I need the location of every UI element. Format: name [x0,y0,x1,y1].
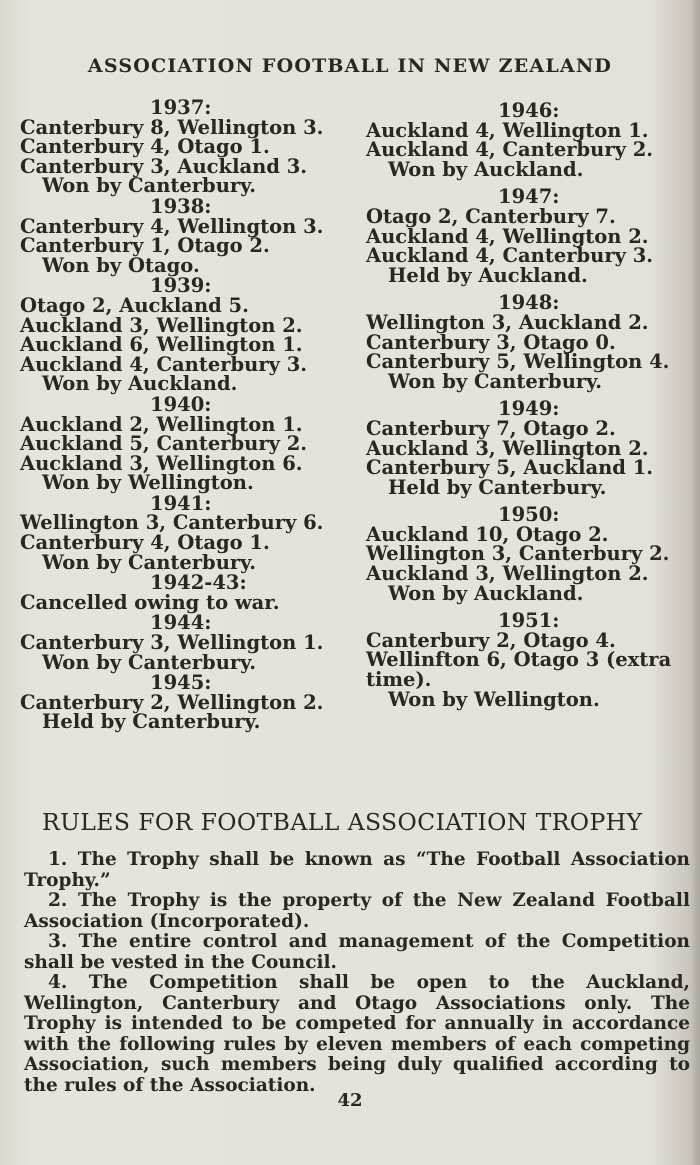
season-winner: Held by Canterbury. [42,710,261,734]
match-result: Auckland 5, Canterbury 2. [20,432,308,456]
season-year: 1944: [150,611,212,635]
running-head: ASSOCIATION FOOTBALL IN NEW ZEALAND [87,55,613,77]
season-year: 1939: [150,274,212,298]
match-result: Otago 2, Auckland 5. [20,293,249,317]
match-result: Canterbury 5, Auckland 1. [366,456,654,480]
match-result: Canterbury 3, Auckland 3. [20,154,308,178]
season-winner: Won by Auckland. [42,372,238,396]
rule-paragraph: 4. The Competition shall be open to the Auckland, Wellington, Canterbury and Otago Associations only. The Trophy is intended to be competed for annually in accordance with the following rules by eleven members of each competing Association, such members being duly qualified according to the rules of the Association. [24,972,690,1096]
match-result: Auckland 10, Otago 2. [366,522,609,546]
match-result: Canterbury 4, Otago 1. [20,531,270,555]
rule-paragraph: 2. The Trophy is the property of the New Zealand Football Association (Incorporated). [24,890,690,932]
season-year: 1946: [498,99,560,122]
match-result: Auckland 4, Wellington 1. [366,118,649,142]
season-year: 1945: [150,671,212,695]
rule-paragraph: 3. The entire control and management of the Competition shall be vested in the Council. [24,931,690,973]
results-column-left [20,97,340,732]
season-year: 1938: [150,194,212,218]
season-year: 1948: [498,291,560,315]
match-result: Canterbury 7, Otago 2. [366,416,616,440]
match-result: Auckland 4, Canterbury 3. [366,244,654,268]
match-result: Canterbury 3, Otago 0. [366,330,616,354]
match-result: Auckland 3, Wellington 2. [20,313,303,337]
rule-paragraph: 1. The Trophy shall be known as “The Football Association Trophy.” [24,849,690,891]
match-result: Auckland 2, Wellington 1. [20,412,303,436]
season-year: 1951: [498,609,560,633]
season-year: 1937: [150,96,212,119]
match-result: Canterbury 1, Otago 2. [20,234,270,258]
match-result: Auckland 3, Wellington 2. [366,436,649,460]
match-result: Canterbury 2, Otago 4. [366,628,616,652]
match-result: Auckland 4, Canterbury 2. [366,138,654,162]
season-winner: Won by Otago. [42,253,200,277]
season-winner: Won by Canterbury. [42,174,257,198]
match-result: Otago 2, Canterbury 7. [366,204,616,228]
season-winner: Won by Auckland. [388,581,584,605]
match-result: Wellington 3, Canterbury 2. [366,542,670,566]
season-winner: Won by Wellington. [388,687,600,711]
season-year: 1940: [150,392,212,416]
match-result: Auckland 3, Wellington 2. [366,562,649,586]
match-result: Canterbury 8, Wellington 3. [20,115,324,139]
match-result: time). [366,668,432,692]
season-year: 1950: [498,503,560,527]
season-year: 1941: [150,491,212,515]
match-result: Canterbury 3, Wellington 1. [20,631,324,655]
season-year: 1942-43: [150,571,247,595]
match-result: Auckland 6, Wellington 1. [20,333,303,357]
match-result: Cancelled owing to war. [20,590,280,614]
rules-title: RULES FOR FOOTBALL ASSOCIATION TROPHY [42,808,643,836]
match-result: Canterbury 5, Wellington 4. [366,350,670,374]
match-result: Canterbury 4, Wellington 3. [20,214,324,238]
season-year: 1949: [498,397,560,421]
match-result: Wellinfton 6, Otago 3 (extra [366,648,672,672]
match-result: Wellington 3, Auckland 2. [366,310,649,334]
match-result: Canterbury 4, Otago 1. [20,135,270,159]
season-year: 1947: [498,185,560,209]
season-winner: Held by Auckland. [388,263,588,287]
season-winner: Won by Wellington. [42,471,254,495]
results-column-right [366,93,686,709]
season-winner: Won by Canterbury. [42,550,257,574]
season-winner: Won by Auckland. [388,157,584,181]
season-winner: Held by Canterbury. [388,475,607,499]
season-winner: Won by Canterbury. [388,369,603,393]
match-result: Auckland 4, Wellington 2. [366,224,649,248]
match-result: Canterbury 2, Wellington 2. [20,690,324,714]
rules-list [24,850,690,1096]
match-result: Auckland 3, Wellington 6. [20,451,303,475]
match-result: Wellington 3, Canterbury 6. [20,511,324,535]
page-number: 42 [337,1090,363,1111]
season-winner: Won by Canterbury. [42,650,257,674]
match-result: Auckland 4, Canterbury 3. [20,352,308,376]
